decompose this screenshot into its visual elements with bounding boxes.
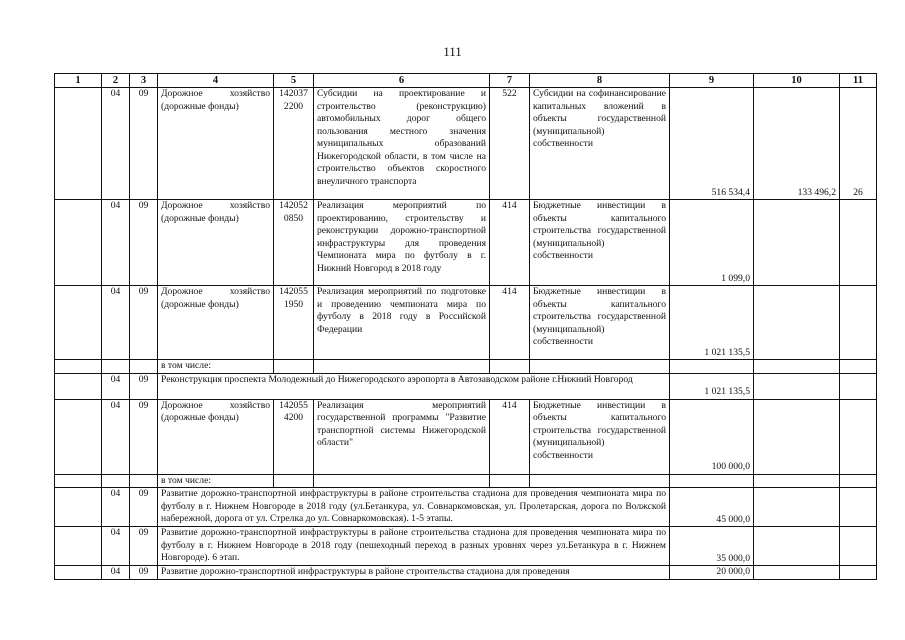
cell-expense-type: Субсидии на софинансирование капитальных вложений в объекты государственной (муниципальной) собственности	[530, 88, 670, 200]
cell-extra	[840, 200, 877, 286]
cell-empty	[274, 474, 314, 488]
cell-empty	[754, 474, 840, 488]
cell-amount: 45 000,0	[670, 488, 754, 527]
header-col-2: 2	[102, 74, 130, 88]
cell-name: Дорожное хозяйство (дорожные фонды)	[158, 286, 274, 360]
cell-object-name: Развитие дорожно-транспортной инфраструктуры в районе строительства стадиона для проведения	[158, 566, 670, 580]
header-col-6: 6	[314, 74, 490, 88]
cell-empty	[490, 474, 530, 488]
cell-amount-2: 133 496,2	[754, 88, 840, 200]
cell-empty	[274, 360, 314, 374]
cell-subsection: 09	[130, 88, 158, 200]
cell-note: в том числе:	[158, 360, 274, 374]
cell-empty	[55, 286, 102, 360]
cell-empty	[670, 474, 754, 488]
cell-empty	[670, 360, 754, 374]
cell-amount: 35 000,0	[670, 527, 754, 566]
cell-empty	[55, 360, 102, 374]
budget-table	[54, 73, 877, 580]
cell-subsection: 09	[130, 566, 158, 580]
cell-empty	[530, 474, 670, 488]
cell-description: Реализация мероприятий государственной программы "Развитие транспортной системы Нижегородской области"	[314, 399, 490, 474]
cell-amount: 1 099,0	[670, 200, 754, 286]
table-row	[55, 88, 877, 200]
cell-description: Реализация мероприятий по проектированию, строительству и реконструкции дорожно-транспортной инфраструктуры для проведения Чемпионата мира по футболу в г. Нижний Новгород в 2018 году	[314, 200, 490, 286]
cell-empty	[55, 373, 102, 399]
cell-name: Дорожное хозяйство (дорожные фонды)	[158, 399, 274, 474]
subtotal-note-row	[55, 474, 877, 488]
table-row	[55, 566, 877, 580]
cell-object-name: Развитие дорожно-транспортной инфраструктуры в районе строительства стадиона для проведения чемпионата мира по футболу в г. Нижнем Новгороде в 2018 году (пешеходный переход в разных уровнях через ул.Бетанкура в г. Нижнем Новгороде). 6 этап.	[158, 527, 670, 566]
cell-extra: 26	[840, 88, 877, 200]
cell-target-code: 142055 4200	[274, 399, 314, 474]
header-col-7: 7	[490, 74, 530, 88]
cell-name: Дорожное хозяйство (дорожные фонды)	[158, 200, 274, 286]
cell-extra	[840, 527, 877, 566]
cell-expense-type: Бюджетные инвестиции в объекты капитального строительства государственной (муниципальной) собственности	[530, 286, 670, 360]
cell-amount-2	[754, 527, 840, 566]
cell-subsection: 09	[130, 399, 158, 474]
cell-extra	[840, 488, 877, 527]
cell-empty	[55, 88, 102, 200]
header-col-9: 9	[670, 74, 754, 88]
cell-empty	[130, 360, 158, 374]
cell-extra	[840, 566, 877, 580]
cell-amount: 516 534,4	[670, 88, 754, 200]
header-row	[55, 74, 877, 88]
cell-expense-code: 414	[490, 399, 530, 474]
cell-description: Реализация мероприятий по подготовке и проведению чемпионата мира по футболу в 2018 году в Российской Федерации	[314, 286, 490, 360]
cell-empty	[754, 360, 840, 374]
cell-empty	[530, 360, 670, 374]
cell-expense-code: 522	[490, 88, 530, 200]
cell-expense-type: Бюджетные инвестиции в объекты капитального строительства государственной (муниципальной) собственности	[530, 399, 670, 474]
header-col-1: 1	[55, 74, 102, 88]
cell-empty	[55, 399, 102, 474]
table-row	[55, 200, 877, 286]
cell-extra	[840, 286, 877, 360]
page-number: 111	[443, 44, 462, 59]
cell-extra	[840, 399, 877, 474]
cell-amount-2	[754, 373, 840, 399]
cell-object-name: Реконструкция проспекта Молодежный до Нижегородского аэропорта в Автозаводском районе г.Нижний Новгород	[158, 373, 670, 399]
cell-extra	[840, 373, 877, 399]
cell-section: 04	[102, 200, 130, 286]
header-col-10: 10	[754, 74, 840, 88]
header-col-3: 3	[130, 74, 158, 88]
cell-empty	[314, 360, 490, 374]
cell-empty	[102, 360, 130, 374]
table-row	[55, 373, 877, 399]
cell-empty	[55, 200, 102, 286]
table-row	[55, 527, 877, 566]
header-col-5: 5	[274, 74, 314, 88]
cell-target-code: 142055 1950	[274, 286, 314, 360]
cell-expense-type: Бюджетные инвестиции в объекты капитального строительства государственной (муниципальной) собственности	[530, 200, 670, 286]
cell-amount-2	[754, 566, 840, 580]
cell-subsection: 09	[130, 200, 158, 286]
cell-amount-2	[754, 200, 840, 286]
header-col-11: 11	[840, 74, 877, 88]
cell-amount-2	[754, 399, 840, 474]
cell-expense-code: 414	[490, 200, 530, 286]
cell-empty	[55, 474, 102, 488]
cell-section: 04	[102, 488, 130, 527]
cell-empty	[490, 360, 530, 374]
header-col-8: 8	[530, 74, 670, 88]
cell-empty	[840, 360, 877, 374]
cell-note: в том числе:	[158, 474, 274, 488]
cell-subsection: 09	[130, 527, 158, 566]
cell-amount: 100 000,0	[670, 399, 754, 474]
cell-amount-2	[754, 286, 840, 360]
cell-empty	[314, 474, 490, 488]
cell-subsection: 09	[130, 286, 158, 360]
subtotal-note-row	[55, 360, 877, 374]
cell-target-code: 142052 0850	[274, 200, 314, 286]
cell-empty	[55, 566, 102, 580]
cell-subsection: 09	[130, 488, 158, 527]
cell-section: 04	[102, 527, 130, 566]
table-row	[55, 286, 877, 360]
cell-amount-2	[754, 488, 840, 527]
table-row	[55, 399, 877, 474]
cell-name: Дорожное хозяйство (дорожные фонды)	[158, 88, 274, 200]
cell-section: 04	[102, 286, 130, 360]
cell-expense-code: 414	[490, 286, 530, 360]
cell-object-name: Развитие дорожно-транспортной инфраструктуры в районе строительства стадиона для проведения чемпионата мира по футболу в г. Нижнем Новгороде в 2018 году (ул.Бетанкура, ул. Совнаркомовская, ул. Пролетарская, дорога по Волжской набережной, дорога от ул. Стрелка до ул. Совнаркомовская). 1-5 этапы.	[158, 488, 670, 527]
cell-section: 04	[102, 373, 130, 399]
cell-description: Субсидии на проектирование и строительство (реконструкцию) автомобильных дорог общего пользования местного значения муниципальных образований Нижегородской области, в том числе на строительство объектов скоростного внеуличного транспорта	[314, 88, 490, 200]
cell-section: 04	[102, 88, 130, 200]
cell-section: 04	[102, 566, 130, 580]
cell-target-code: 142037 2200	[274, 88, 314, 200]
cell-amount: 1 021 135,5	[670, 373, 754, 399]
cell-empty	[840, 474, 877, 488]
cell-empty	[55, 488, 102, 527]
cell-empty	[55, 527, 102, 566]
header-col-4: 4	[158, 74, 274, 88]
cell-amount: 1 021 135,5	[670, 286, 754, 360]
cell-empty	[130, 474, 158, 488]
cell-empty	[102, 474, 130, 488]
cell-subsection: 09	[130, 373, 158, 399]
cell-section: 04	[102, 399, 130, 474]
table-row	[55, 488, 877, 527]
cell-amount: 20 000,0	[670, 566, 754, 580]
